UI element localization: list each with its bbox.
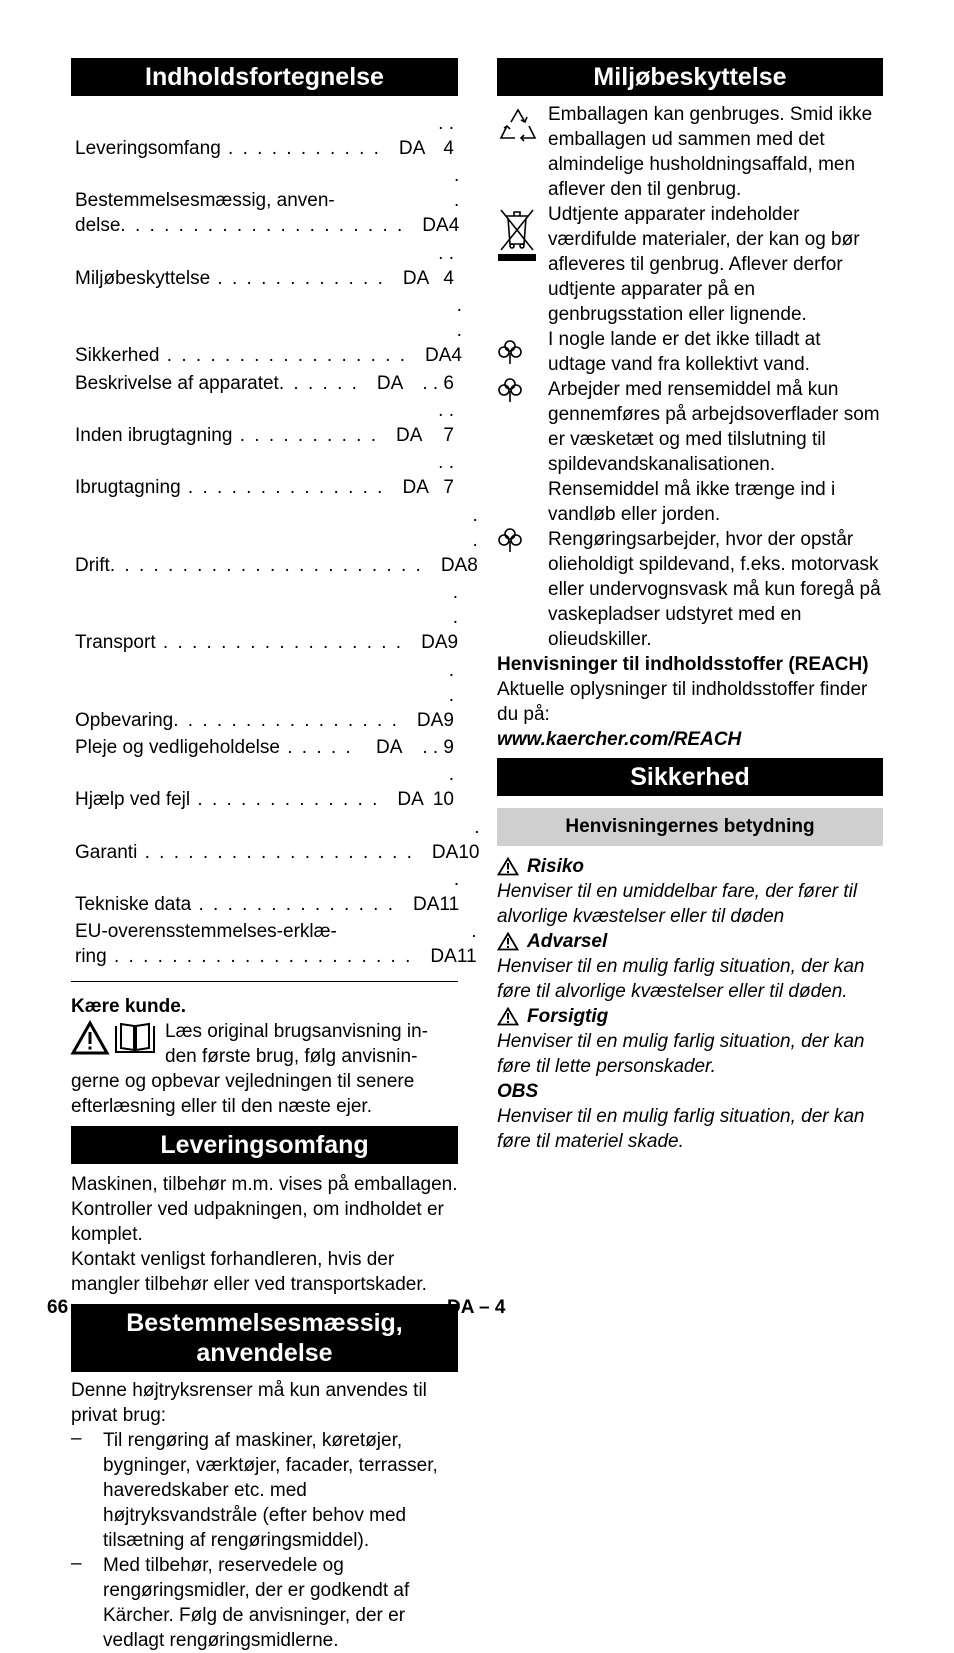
toc-entry-title <box>75 708 399 733</box>
toc-entry-title <box>75 553 423 578</box>
env-text: I nogle lande er det ikke tilladt at udtage vand fra kollektivt vand. <box>548 329 821 375</box>
dash-bullet: – <box>71 1428 82 1450</box>
toc-row[interactable] <box>75 450 454 500</box>
table-of-contents <box>75 111 480 969</box>
recycle-icon <box>497 106 539 146</box>
dash-bullet: – <box>71 1553 82 1575</box>
toc-entry-page: . . 4 <box>451 295 462 367</box>
toc-entry-title <box>75 840 414 865</box>
warning-triangle-icon <box>497 932 519 951</box>
toc-entry-title <box>75 343 407 368</box>
toc-row[interactable] <box>75 867 460 917</box>
toc-entry-lang: DA <box>396 424 423 446</box>
toc-row[interactable] <box>75 815 480 865</box>
toc-entry-title-text: Pleje og vedligeholdelse <box>75 736 280 758</box>
toc-entry-lang: DA <box>440 554 468 576</box>
toc-entry-leader: . . . . . . . . . . . . . . . . . . . . . <box>106 946 413 968</box>
toc-entry-title-text: Sikkerhed <box>75 345 160 367</box>
toc-entry-title-line-1: EU-overensstemmelses-erklæ- <box>75 921 337 943</box>
toc-entry-title-text: Leveringsomfang <box>75 138 221 159</box>
toc-entry-title-text: Miljøbeskyttelse <box>75 267 211 289</box>
toc-entry-page: . 11 <box>456 921 477 968</box>
toc-entry-page: . . 9 <box>447 582 459 654</box>
toc-entry-page: . . 4 <box>438 242 454 289</box>
scope-heading: Leveringsomfang <box>71 1126 458 1164</box>
greeting: Kære kunde. <box>71 996 187 1018</box>
scope-paragraph-1: Maskinen, tilbehør m.m. vises på emballagen. Kontroller ved udpakningen, om indholdet er komplet. <box>71 1174 458 1246</box>
toc-entry-page: . 10 <box>458 816 480 863</box>
toc-entry-title <box>75 892 395 917</box>
toc-entry-lang: DA <box>416 709 444 731</box>
toc-entry-leader: . . . . . . . . . . . . . . <box>180 477 385 499</box>
toc-entry-leader: . . . . . . . . . . . . . <box>190 789 380 811</box>
reach-text: Aktuelle oplysninger til indholdsstoffer finder du på: <box>497 679 868 725</box>
toc-entry-title <box>75 423 378 448</box>
intro-rest: gerne og opbevar vejledningen til senere efterlæsning eller til den næste ejer. <box>71 1071 415 1118</box>
toc-entry-page: . . 6 <box>422 372 454 394</box>
toc-entry-page: . . 8 <box>467 504 478 576</box>
toc-heading: Indholdsfortegnelse <box>71 58 458 96</box>
env-text: Udtjente apparater indeholder værdifulde materialer, der kan og bør afleveres til genbrug. Aflever derfor udtjente apparater på en genbrugsstation eller lignende. <box>548 204 860 325</box>
toc-entry-page: . . 7 <box>438 452 454 499</box>
toc-entry-page: . 11 <box>439 869 460 916</box>
toc-entry-lang: DA <box>424 345 452 367</box>
toc-row[interactable] <box>75 111 454 161</box>
toc-entry-title-text: Inden ibrugtagning <box>75 424 233 446</box>
toc-entry-lang: DA <box>413 894 440 916</box>
note-text: Henviser til en mulig farlig situation, der kan føre til alvorlige kvæstelser eller til døden. <box>497 956 865 1002</box>
toc-entry-title <box>75 919 412 969</box>
intended-use-heading <box>71 1304 458 1372</box>
list-item <box>71 1553 458 1653</box>
toc-entry-leader: . . . . . . . . . . . . . . . . . . . . . . <box>109 554 423 576</box>
toc-entry-lang: DA <box>402 267 430 289</box>
toc-entry-leader: . . . . . . <box>278 372 359 394</box>
environment-list <box>497 102 883 652</box>
toc-entry-title <box>75 475 384 500</box>
toc-entry-title-text: ring <box>75 946 107 968</box>
toc-entry-leader: . . . . . . . . . . . . . . . . . <box>155 632 404 654</box>
note-heading-risiko: Risiko <box>497 854 883 879</box>
page-number: 66 <box>47 1297 69 1318</box>
toc-entry-title <box>75 188 404 238</box>
reach-heading: Henvisninger til indholdsstoffer (REACH) <box>497 654 869 675</box>
intended-use-heading-line-2: anvendelse <box>196 1339 333 1368</box>
toc-entry-title-text: Opbevaring <box>75 709 174 731</box>
scope-paragraph-2: Kontakt venligst forhandleren, hvis der mangler tilbehør eller ved transportskader. <box>71 1249 427 1296</box>
note-heading-forsigtig: Forsigtig <box>497 1004 883 1029</box>
list-item <box>71 1428 458 1553</box>
toc-entry-leader: . . . . . . . . . . . . . . . . . . . . <box>120 215 405 237</box>
notes-list <box>497 854 883 1154</box>
toc-entry-lang: DA <box>430 946 457 968</box>
toc-row[interactable] <box>75 163 460 238</box>
toc-entry-leader: . . . . . . . . . . . . . . . . . . . <box>137 841 414 863</box>
intro-line-1: Læs original brugsanvisning in- <box>165 1021 428 1043</box>
toc-entry-lang: DA <box>421 632 448 654</box>
toc-entry-title <box>75 630 403 655</box>
toc-entry-lang: DA <box>402 477 429 499</box>
notes-subheading: Henvisningernes betydning <box>497 808 883 846</box>
intended-use-heading-line-1: Bestemmelsesmæssig, <box>126 1309 403 1338</box>
toc-entry-title <box>75 266 385 291</box>
manual-book-icon <box>113 1021 157 1055</box>
env-item-detergent <box>497 377 883 527</box>
warning-triangle-icon <box>71 1021 109 1055</box>
env-item-water <box>497 327 883 377</box>
note-heading-advarsel: Advarsel <box>497 929 883 954</box>
note-text: Henviser til en mulig farlig situation, der kan føre til lette personskader. <box>497 1031 865 1077</box>
toc-entry-title-text: delse <box>75 215 121 237</box>
toc-row[interactable] <box>75 241 454 291</box>
toc-entry-page: . . 7 <box>438 399 454 446</box>
toc-row[interactable] <box>75 658 454 733</box>
toc-entry-title-text: Beskrivelse af apparatet <box>75 372 279 394</box>
toc-entry-lang: DA <box>431 841 459 863</box>
toc-entry-lang: DA <box>422 215 449 237</box>
toc-row[interactable] <box>75 503 478 578</box>
env-text: Emballagen kan genbruges. Smid ikke emballagen ud sammen med det almindelige husholdningsaffald, men aflever den til genbrug. <box>548 104 873 200</box>
toc-row[interactable] <box>75 371 454 396</box>
toc-entry-title-text: Drift <box>75 554 110 576</box>
intro-icons <box>71 1019 165 1055</box>
env-item-recycle <box>497 102 883 202</box>
toc-entry-leader: . . . . . <box>279 736 353 758</box>
toc-row[interactable] <box>75 735 454 760</box>
toc-entry-leader: . . . . . . . . . . <box>232 424 378 446</box>
tree-icon <box>497 339 523 365</box>
env-item-weee <box>497 202 883 327</box>
toc-row[interactable] <box>75 762 454 812</box>
note-text: Henviser til en umiddelbar fare, der fører til alvorlige kvæstelser eller til døden <box>497 881 858 927</box>
toc-entry-leader: . . . . . . . . . . . . . . . . . <box>159 345 407 367</box>
toc-entry-page: . . 4 <box>448 165 460 237</box>
toc-entry-title-text: Tekniske data <box>75 894 192 916</box>
toc-divider <box>71 981 458 982</box>
crossed-bin-icon <box>497 206 537 262</box>
toc-entry-title-text: Hjælp ved fejl <box>75 789 191 811</box>
list-item-text: Til rengøring af maskiner, køretøjer, bygninger, værktøjer, facader, terrasser, haveredskaber etc. med højtryksvandstråle (efter behov med tilsætning af rengøringsmiddel). <box>103 1430 438 1552</box>
toc-entry-title <box>75 371 359 396</box>
toc-row[interactable] <box>75 919 477 969</box>
intended-use-intro: Denne højtryksrenser må kun anvendes til privat brug: <box>71 1380 427 1427</box>
toc-entry-lang: DA <box>397 789 424 811</box>
warning-triangle-icon <box>497 857 519 876</box>
env-item-oil <box>497 527 883 652</box>
toc-entry-title-line-1: Bestemmelsesmæssig, anven- <box>75 190 335 212</box>
note-heading-obs: OBS <box>497 1081 539 1102</box>
reach-url[interactable]: www.kaercher.com/REACH <box>497 729 742 750</box>
toc-entry-leader: . . . . . . . . . . . . . . <box>191 894 395 916</box>
toc-entry-leader: . . . . . . . . . . . . <box>210 267 385 289</box>
env-text: Rengøringsarbejder, hvor der opstår olieholdigt spildevand, f.eks. motorvask eller undervognsvask må kun foregå på vaskepladser udstyret med en olieudskiller. <box>548 529 881 650</box>
note-text: Henviser til en mulig farlig situation, der kan føre til materiel skade. <box>497 1106 865 1152</box>
toc-entry-page: . . 9 <box>422 736 454 758</box>
intro-line-2: den første brug, følg anvisnin- <box>165 1046 418 1068</box>
toc-entry-title-text: Ibrugtagning <box>75 477 181 499</box>
list-item-text: Med tilbehør, reservedele og rengøringsmidler, der er godkendt af Kärcher. Følg de anvisninger, der er vedlagt rengøringsmidlerne. <box>103 1555 410 1652</box>
toc-entry-leader: . . . . . . . . . . . . . . . . <box>173 709 399 731</box>
toc-entry-lang: DA <box>376 372 404 394</box>
toc-entry-title-text: Garanti <box>75 841 138 863</box>
toc-entry-page: . 10 <box>432 764 454 811</box>
right-column <box>497 58 883 1154</box>
toc-row[interactable] <box>75 398 454 448</box>
toc-entry-page: . . 4 <box>438 113 454 159</box>
toc-entry-title-text: Transport <box>75 632 156 654</box>
intro-block <box>71 1019 458 1069</box>
environment-heading: Miljøbeskyttelse <box>497 58 883 96</box>
toc-entry-title <box>75 735 358 760</box>
env-text: Arbejder med rensemiddel må kun gennemføres på arbejdsoverflader som er væsketæt og med tilslutning til spildevandskanalisationen. Rensemiddel må ikke trænge ind i vandløb eller jorden. <box>548 379 880 525</box>
toc-entry-page: . . 9 <box>443 659 454 731</box>
toc-entry-title <box>75 136 381 161</box>
safety-heading: Sikkerhed <box>497 758 883 796</box>
toc-entry-lang: DA <box>398 138 426 159</box>
tree-icon <box>497 377 523 403</box>
warning-triangle-icon <box>497 1007 519 1026</box>
tree-icon <box>497 527 523 553</box>
toc-row[interactable] <box>75 293 462 368</box>
left-column <box>71 58 480 1653</box>
toc-entry-leader: . . . . . . . . . . . <box>220 138 381 159</box>
toc-row[interactable] <box>75 580 459 655</box>
toc-entry-title <box>75 787 379 812</box>
toc-entry-lang: DA <box>376 736 403 758</box>
section-page-label: DA – 4 <box>447 1297 506 1318</box>
